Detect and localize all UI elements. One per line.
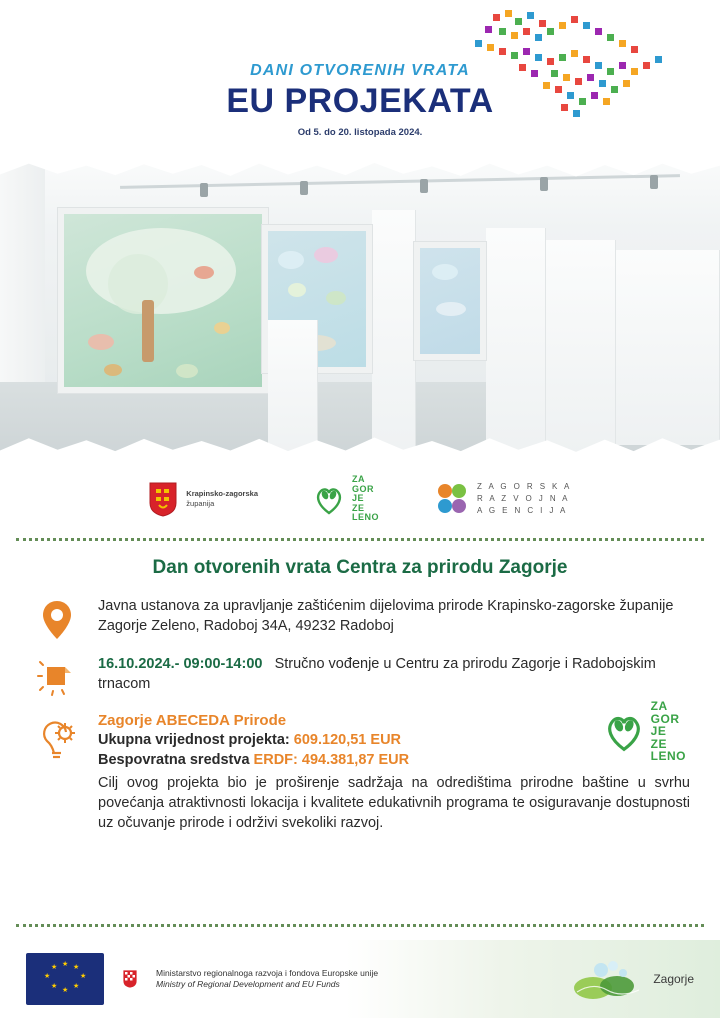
county-coat-of-arms-icon xyxy=(148,481,178,517)
header-kicker: DANI OTVORENIH VRATA xyxy=(250,62,470,79)
event-datetime: 16.10.2024.- 09:00-14:00 xyxy=(98,656,263,672)
county-logo-line1: Krapinsko-zagorska xyxy=(186,489,258,499)
project-total-line xyxy=(98,731,690,751)
zz-logo-word-5: LENO xyxy=(352,512,380,523)
header-dates: Od 5. do 20. listopada 2024. xyxy=(297,127,423,138)
zz-logo-word-4: ZE xyxy=(352,502,365,513)
zz-logo-word-1: ZA xyxy=(352,474,365,485)
zagorje-hills-icon xyxy=(571,956,645,1002)
ministry-text xyxy=(156,968,378,991)
zagorje-label: Zagorje xyxy=(653,972,694,986)
zra-dots-icon xyxy=(435,482,469,516)
event-row xyxy=(30,655,690,697)
eu-flag-icon: ★ ★ ★ ★ ★ ★ ★ ★ xyxy=(26,953,104,1005)
badge-word-3: JE xyxy=(650,724,667,739)
ministry-name-en: Ministry of Regional Development and EU Funds xyxy=(156,979,340,989)
project-grant-source: ERDF: xyxy=(253,751,298,768)
exhibit-panel-water xyxy=(414,242,486,360)
calendar-icon xyxy=(30,655,84,697)
heart-leaf-icon xyxy=(314,483,344,515)
poster-header xyxy=(0,0,720,150)
badge-word-1: ZA xyxy=(650,699,668,713)
divider-dotted-bottom xyxy=(16,924,704,927)
poster-footer xyxy=(0,922,720,1018)
zagorje-zeleno-badge xyxy=(604,700,686,763)
header-text-block xyxy=(0,62,720,138)
zagorska-razvojna-agencija-logo xyxy=(435,481,572,517)
badge-word-5: LENO xyxy=(650,749,686,764)
county-logo-line2: županija xyxy=(186,499,215,508)
project-grant-value: 494.381,87 EUR xyxy=(301,751,410,768)
project-name: Zagorje ABECEDA Prirode xyxy=(98,712,287,729)
zz-logo-word-2: GOR xyxy=(352,483,375,494)
event-description: Stručno vođenje u Centru za prirodu Zagorje i Radobojskim trnacom xyxy=(98,656,656,692)
project-grant-label: Bespovratna sredstva xyxy=(98,751,250,768)
project-total-value: 609.120,51 EUR xyxy=(293,732,402,749)
location-text: Javna ustanova za upravljanje zaštićenim dijelovima prirode Krapinsko-zagorske županije Zagorje Zeleno, Radoboj 34A, 49232 Radoboj xyxy=(98,598,674,634)
project-text xyxy=(98,711,690,833)
croatia-coat-of-arms-icon xyxy=(122,969,138,989)
exhibit-panel-forest xyxy=(58,208,268,393)
page-title: EU PROJEKATA xyxy=(226,82,494,120)
zra-logo-line1: Z A G O R S K A xyxy=(477,482,572,491)
project-description: Cilj ovog projekta bio je proširenje sadržaja na odredištima prirodne baštine u svrhu povećanja atraktivnosti lokacija i kvalitete edukativnih programa te osiguravanje dostupnosti uz očuvanje prirode i održivi svekoliki razvoj. xyxy=(98,775,690,831)
heart-leaf-badge-icon xyxy=(604,710,644,752)
zra-logo-line2: R A Z V O J N A xyxy=(477,494,570,503)
project-grant-line xyxy=(98,751,690,771)
zagorje-brand-mark xyxy=(571,956,694,1002)
location-pin-icon xyxy=(30,597,84,641)
location-row xyxy=(30,597,690,641)
ministry-name-hr: Ministarstvo regionalnoga razvoja i fondova Europske unije xyxy=(156,967,379,978)
idea-gear-icon xyxy=(30,711,84,759)
badge-word-2: GOR xyxy=(650,711,680,726)
project-row xyxy=(30,711,690,833)
partner-logos-row xyxy=(0,460,720,538)
zz-logo-word-3: JE xyxy=(352,493,365,504)
project-total-label: Ukupna vrijednost projekta: xyxy=(98,732,290,749)
badge-word-4: ZE xyxy=(650,736,667,751)
divider-dotted-top xyxy=(16,538,704,541)
main-content xyxy=(0,541,720,851)
event-text xyxy=(98,655,690,694)
exhibition-room-photo xyxy=(0,150,720,460)
section-title: Dan otvorenih vrata Centra za prirodu Zagorje xyxy=(152,557,568,578)
zra-logo-line3: A G E N C I J A xyxy=(477,506,568,515)
krapinsko-zagorska-zupanija-logo xyxy=(148,481,258,517)
zagorje-zeleno-logo xyxy=(314,475,379,522)
